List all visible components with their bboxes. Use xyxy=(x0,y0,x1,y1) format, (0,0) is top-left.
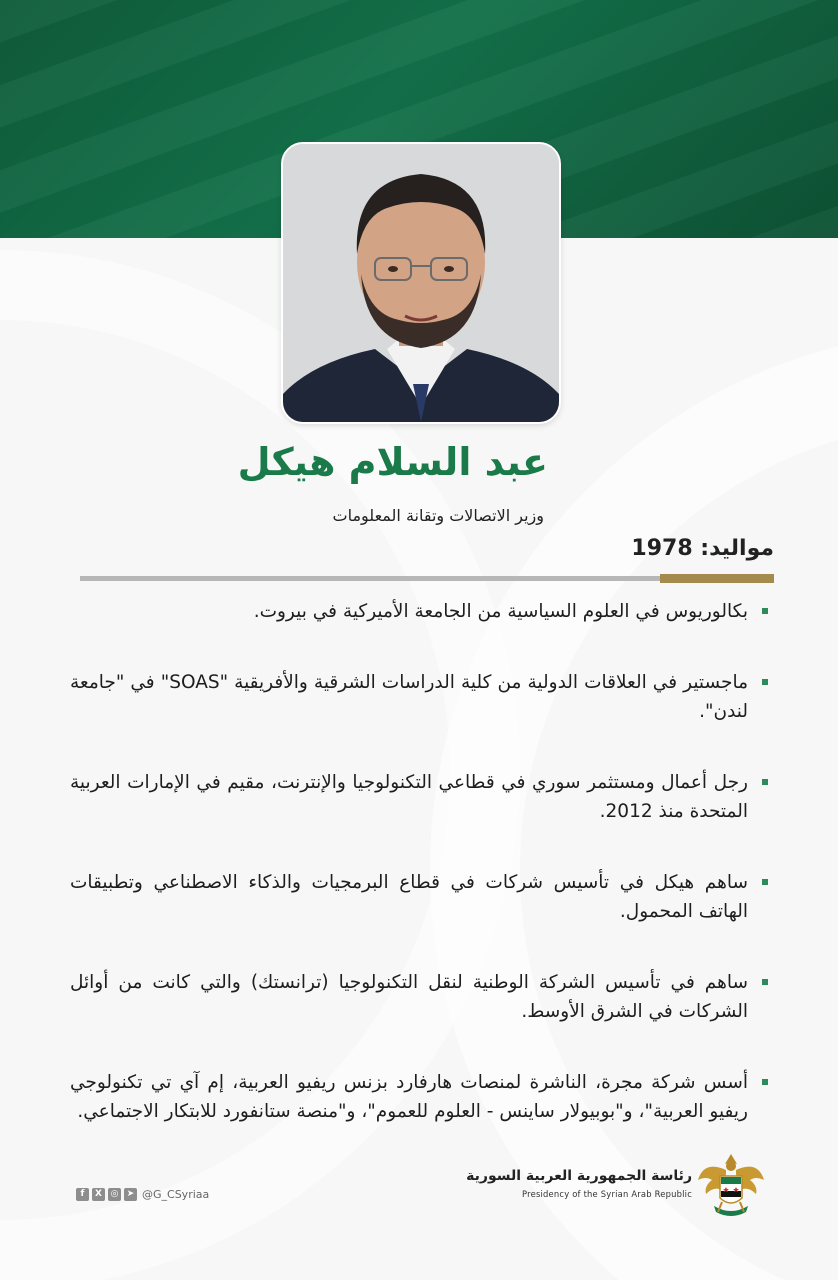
bio-item: بكالوريوس في العلوم السياسية من الجامعة الأميركية في بيروت. xyxy=(70,597,768,626)
divider-accent xyxy=(660,574,774,583)
telegram-icon[interactable]: ➤ xyxy=(124,1188,137,1201)
bio-item: ماجستير في العلاقات الدولية من كلية الدراسات الشرقية والأفريقية "SOAS" في "جامعة لندن". xyxy=(70,668,768,726)
bio-item: ساهم في تأسيس الشركة الوطنية لنقل التكنولوجيا (ترانستك) والتي كانت من أوائل الشركات في الشرق الأوسط. xyxy=(70,968,768,1026)
portrait-photo xyxy=(281,142,561,424)
bullet-icon xyxy=(762,679,768,685)
bio-item: أسس شركة مجرة، الناشرة لمنصات هارفارد بزنس ريفيو العربية، إم آي تي تكنولوجي ريفيو العربية"، و"بوبيولار ساينس - العلوم للعموم"، و"منصة ستانفورد للابتكار الاجتماعي. xyxy=(70,1068,768,1126)
bullet-icon xyxy=(762,979,768,985)
social-handle[interactable]: @G_CSyriaa xyxy=(142,1188,210,1201)
person-name: عبد السلام هيكل xyxy=(237,440,548,484)
bullet-icon xyxy=(762,608,768,614)
bullet-icon xyxy=(762,1079,768,1085)
bullet-icon xyxy=(762,779,768,785)
bio-item: رجل أعمال ومستثمر سوري في قطاعي التكنولوجيا والإنترنت، مقيم في الإمارات العربية المتحدة منذ 2012. xyxy=(70,768,768,826)
person-title: وزير الاتصالات وتقانة المعلومات xyxy=(332,506,544,525)
divider xyxy=(80,576,660,581)
eagle-emblem-icon xyxy=(696,1150,766,1220)
social-links xyxy=(76,1188,209,1201)
bullet-icon xyxy=(762,879,768,885)
bio-item: ساهم هيكل في تأسيس شركات في قطاع البرمجيات والذكاء الاصطناعي وتطبيقات الهاتف المحمول. xyxy=(70,868,768,926)
org-name-english: Presidency of the Syrian Arab Republic xyxy=(522,1189,692,1199)
bio-list xyxy=(70,597,768,1168)
birth-year: مواليد: 1978 xyxy=(631,536,774,561)
organization-label xyxy=(466,1168,692,1199)
x-icon[interactable]: X xyxy=(92,1188,105,1201)
instagram-icon[interactable]: ◎ xyxy=(108,1188,121,1201)
facebook-icon[interactable]: f xyxy=(76,1188,89,1201)
org-name-arabic: رئاسة الجمهورية العربية السورية xyxy=(466,1168,692,1184)
